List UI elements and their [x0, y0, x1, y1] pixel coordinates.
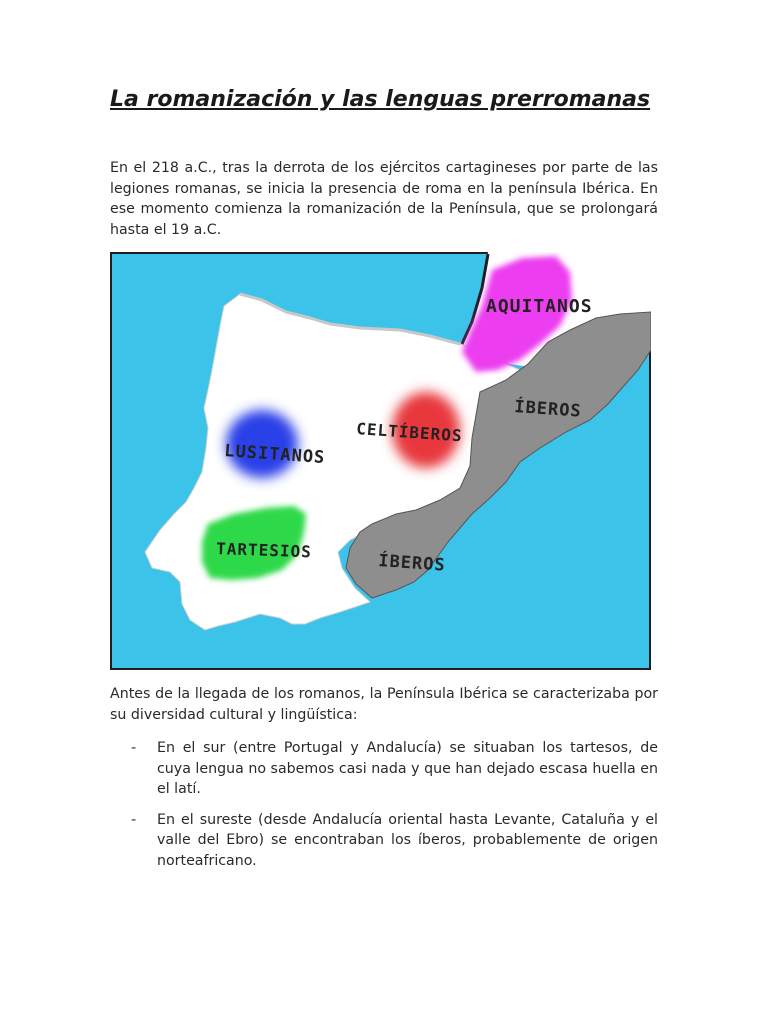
list-item-text: En el sur (entre Portugal y Andalucía) se situaban los tartesos, de cuya lengua no sabemos casi nada y que han dejado escasa huella en el latí. — [157, 740, 658, 797]
list-dash: - — [131, 740, 137, 756]
peoples-list — [110, 738, 658, 871]
list-item — [110, 738, 658, 800]
list-item — [110, 810, 658, 872]
label-lusitanos: LUSITANOS — [223, 441, 326, 469]
label-tartesios: TARTESIOS — [215, 539, 313, 562]
list-dash: - — [131, 811, 137, 828]
iberian-peninsula-map — [110, 252, 651, 670]
diversity-paragraph: Antes de la llegada de los romanos, la Península Ibérica se caracterizaba por su diversidad cultural y lingüística: — [110, 686, 658, 723]
label-iberos-s: ÍBEROS — [377, 551, 447, 576]
label-iberos-ne: ÍBEROS — [513, 397, 583, 422]
label-aquitanos: AQUITANOS — [486, 296, 593, 317]
page-title: La romanización y las lenguas prerromanas — [110, 87, 651, 112]
label-celtiberos: CELTÍBEROS — [355, 419, 464, 446]
list-item-text: En el sureste (desde Andalucía oriental hasta Levante, Cataluña y el valle del Ebro) se encontraban los íberos, probablemente de origen norteafricano. — [157, 811, 658, 869]
intro-paragraph: En el 218 a.C., tras la derrota de los ejércitos cartagineses por parte de las legiones romanas, se inicia la presencia de roma en la península Ibérica. En ese momento comienza la romanización de la Península, que se prolongará hasta el 19 a.C. — [110, 160, 658, 238]
